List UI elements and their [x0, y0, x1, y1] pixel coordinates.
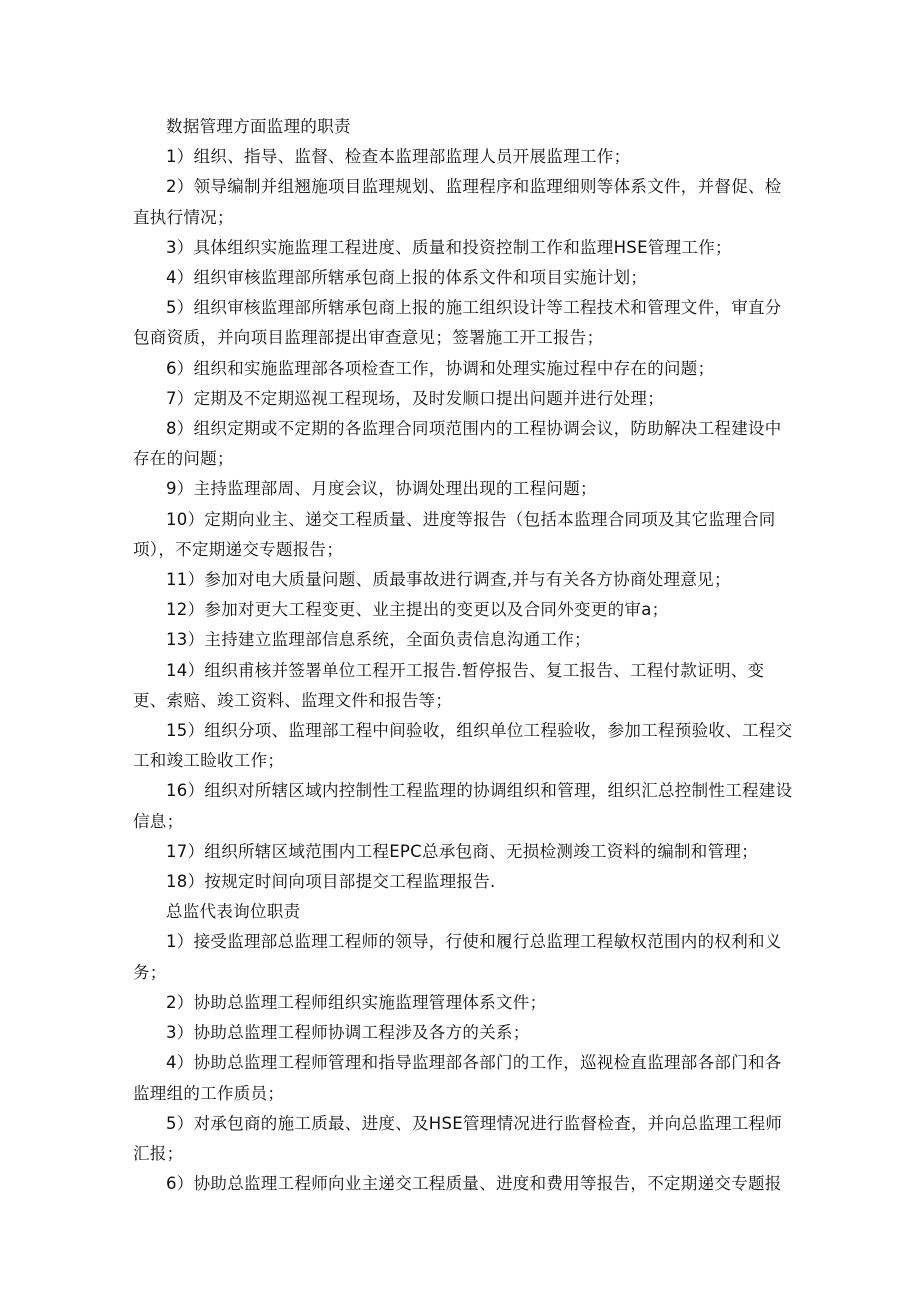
list-item: 5）对承包商的施工质最、进度、及HSE管理情况进行监督检査，并向总监理工程师汇报； [133, 1113, 783, 1163]
list-item: 3）具体组织实施监理工程进度、质量和投资控制工作和监理HSE管理工作； [166, 237, 732, 257]
list-item: 9）主持监理部周、月度会议，协调处理出现的工程问题； [166, 479, 597, 499]
list-item: 7）定期及不定期巡视工程现场，及时发顺口提出问题并进行处理； [166, 388, 664, 408]
list-item: 11）参加对电大质量问题、质最事故进行调查,并与有关各方协商处理意见； [166, 570, 731, 590]
list-item: 1）接受监理部总监理工程师的领导，行使和履行总监理工程敏权范围内的权利和义务； [133, 932, 782, 982]
list-item: 2）领导编制并组翘施项目监理规划、监理程序和监理细则等体系文件，并督促、检直执行情况； [133, 177, 782, 227]
document-body [133, 112, 793, 1199]
list-item: 3）协助总监理工程师协调工程涉及各方的关系； [166, 1023, 530, 1043]
list-item: 4）组织审核监理部所辖承包商上报的体系文件和项目实施计划； [166, 268, 648, 288]
list-item: 15）组织分项、监理部工程中间验收，组织单位工程验收，参加工程预验收、工程交工和竣工睑收工作； [133, 721, 793, 771]
section-heading: 数据管理方面监理的职责 [166, 117, 351, 136]
list-item: 16）组织对所辖区域内控制性工程监理的协调组织和管理，组织汇总控制性工程建设信息； [133, 781, 793, 831]
list-item: 14）组织甫核并签署单位工程开工报告.暂停报告、复工报告、工程付款证明、变更、索赔、竣工资料、监理文件和报告等； [133, 660, 765, 710]
section-heading: 总监代表询位职责 [166, 902, 301, 922]
list-item: 13）主持建立监理部信息系统，全面负责信息沟通工作； [166, 630, 591, 650]
list-item: 17）组织所辖区域范围内工程EPC总承包商、无损检测竣工资料的编制和管理； [166, 841, 758, 861]
list-item: 10）定期向业主、递交工程质量、进度等报告（包括本监理合同项及其它监理合同项），不定期递交专题报告； [133, 509, 776, 559]
list-item: 8）组织定期或不定期的各监理合同项范围内的工程协调会议，防助解决工程建设中存在的问题； [133, 419, 782, 469]
list-item: 1）组织、指导、监督、检查本监理部监理人员开展监理工作； [166, 147, 631, 167]
list-item: 2）协助总监理工程师组织实施监理管理体系文件； [166, 992, 547, 1012]
list-item: 6）组织和实施监理部各项检查工作，协调和处理实施过程中存在的问题； [166, 358, 715, 378]
list-item: 18）按规定时间向项目部提交工程监理报告. [166, 872, 496, 892]
list-item: 12）参加对更大工程变更、业主提出的变更以及合同外变更的审a； [166, 600, 669, 620]
list-item: 6）协助总监理工程师向业主递交工程质量、进度和费用等报告，不定期递交专题报 [166, 1174, 782, 1194]
list-item: 5）组织审核监理部所辖承包商上报的施工组织设计等工程技术和管理文件，审直分包商资质，并向项目监理部提出审查意见；签署施工开工报告； [133, 298, 782, 348]
list-item: 4）协助总监理工程师管理和指导监理部各部门的工作，巡视检直监理部各部门和各监理组的工作质员； [133, 1053, 782, 1103]
